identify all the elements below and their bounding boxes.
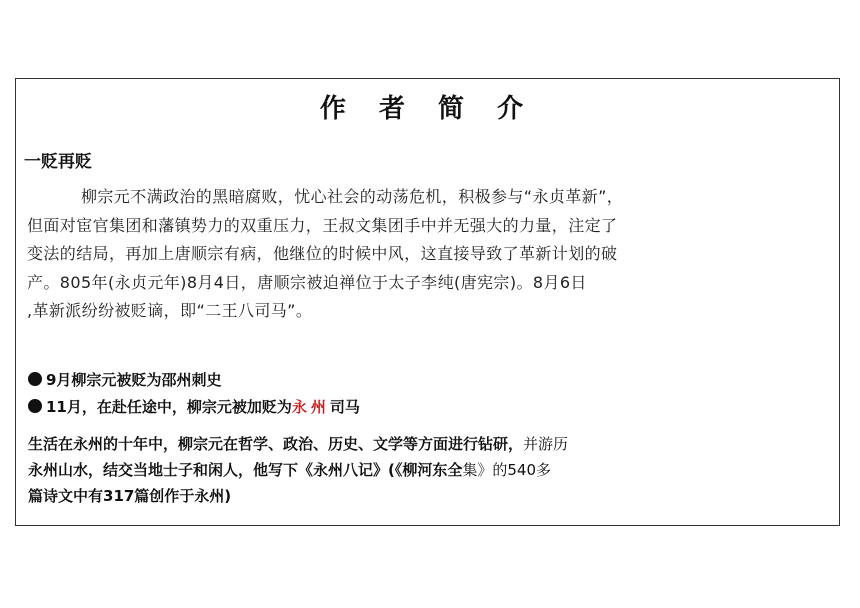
bullet-text: 9月柳宗元被贬为邵州刺史: [46, 371, 222, 389]
summary-paragraph: [28, 431, 828, 509]
bullet-item-yongzhou: [28, 395, 360, 419]
paragraph-line: 但面对宦官集团和藩镇势力的双重压力，王叔文集团手中并无强大的力量，注定了: [27, 215, 618, 235]
bullet-item-shaozhou: [28, 368, 221, 392]
bullet-dot-icon: [28, 399, 42, 413]
summary-text-light: 集》的540多: [462, 461, 551, 479]
intro-paragraph: [27, 183, 827, 326]
bullet-text: 11月，在赴任途中，柳宗元被加贬为: [46, 398, 292, 416]
paragraph-line: 柳宗元不满政治的黑暗腐败，忧心社会的动荡危机，积极参与“永贞革新”，: [81, 187, 624, 206]
paragraph-line: 变法的结局，再加上唐顺宗有病，他继位的时候中风，这直接导致了革新计划的破: [27, 244, 618, 264]
summary-line: [28, 457, 828, 483]
summary-text: 生活在永州的十年中，柳宗元在哲学、政治、历史、文学等方面进行钻研，: [28, 435, 524, 453]
highlighted-place-name: 永州: [291, 398, 330, 416]
page-title: 作 者 简 介: [319, 94, 536, 124]
paragraph-line: 产。805年(永贞元年)8月4日，唐顺宗被迫禅位于太子李纯(唐宪宗)。8月6日: [27, 272, 587, 292]
bullet-text-suffix: 司马: [329, 398, 360, 416]
bullet-dot-icon: [28, 372, 42, 386]
author-intro-panel: [15, 78, 840, 526]
section-heading: 一贬再贬: [24, 152, 92, 172]
summary-line: [28, 431, 828, 457]
summary-text: 永州山水，结交当地士子和闲人，他写下《永州八记》(《柳河东全: [28, 461, 463, 479]
paragraph-line: ,革新派纷纷被贬谪，即“二王八司马”。: [27, 301, 313, 321]
summary-text-light: 并游历: [523, 435, 569, 453]
summary-line: 篇诗文中有317篇创作于永州): [28, 487, 232, 505]
